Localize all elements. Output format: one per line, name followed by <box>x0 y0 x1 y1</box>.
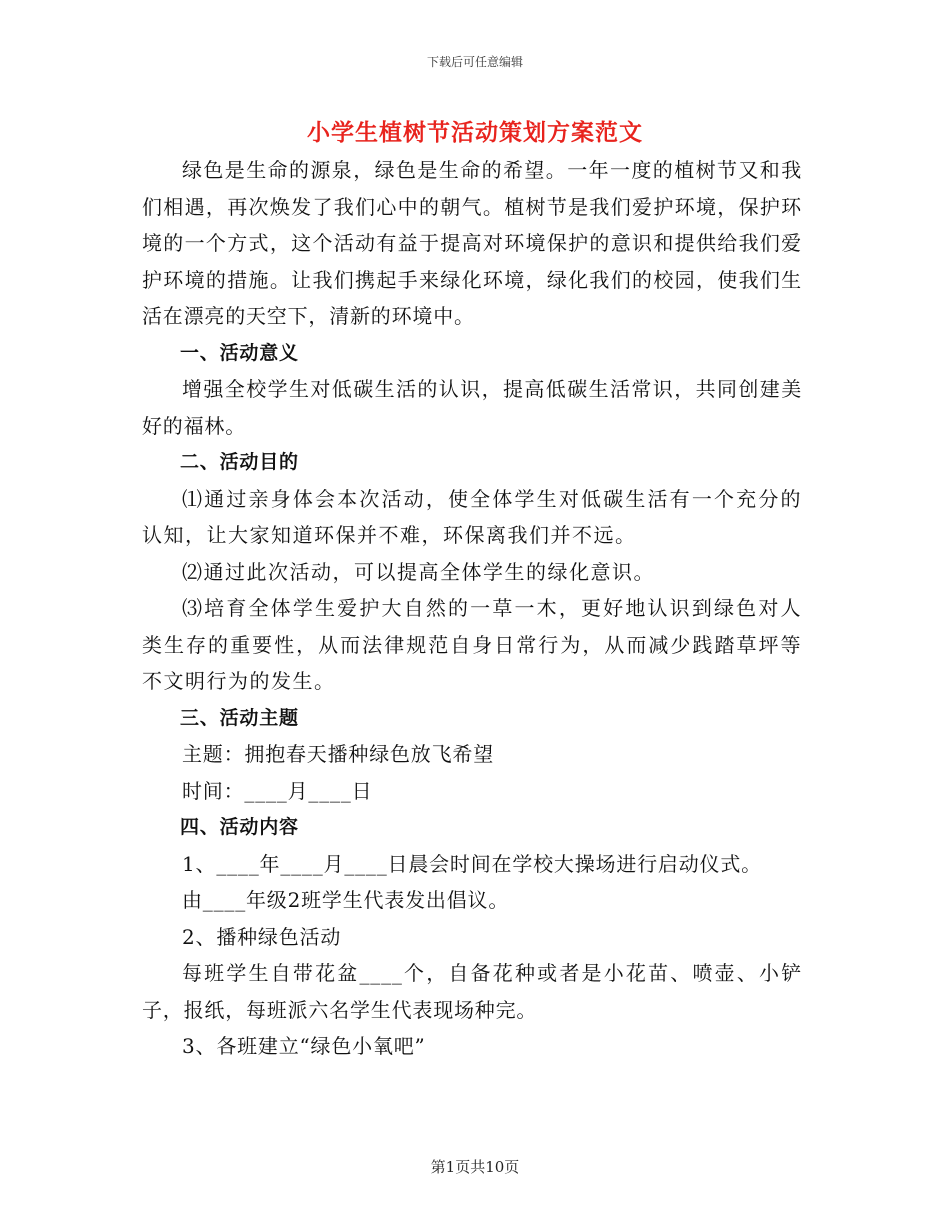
section-heading-content: 四、活动内容 <box>180 816 299 838</box>
document-body <box>142 152 802 1065</box>
content-item-2-detail: 每班学生自带花盆____个，自备花种或者是小花苗、喷壶、小铲子，报纸，每班派六名学生代表现场种完。 <box>142 961 802 1022</box>
section-heading-purpose: 二、活动目的 <box>180 451 299 473</box>
content-item-1: 1、____年____月____日晨会时间在学校大操场进行启动仪式。 <box>182 851 762 876</box>
page-footer: 第1页共10页 <box>430 1158 520 1176</box>
intro-paragraph: 绿色是生命的源泉，绿色是生命的希望。一年一度的植树节又和我们相遇，再次焕发了我们心中的朝气。植树节是我们爱护环境，保护环境的一个方式，这个活动有益于提高对环境保护的意识和提供给我们爱护环境的措施。让我们携起手来绿化环境，绿化我们的校园，使我们生活在漂亮的天空下，清新的环境中。 <box>142 158 802 328</box>
purpose-item-3: ⑶培育全体学生爱护大自然的一草一木，更好地认识到绿色对人类生存的重要性，从而法律规范自身日常行为，从而减少践踏草坪等不文明行为的发生。 <box>142 596 802 693</box>
purpose-item-1: ⑴通过亲身体会本次活动，使全体学生对低碳生活有一个充分的认知，让大家知道环保并不难，环保离我们并不远。 <box>142 486 802 547</box>
significance-paragraph: 增强全校学生对低碳生活的认识，提高低碳生活常识，共同创建美好的福林。 <box>142 377 802 438</box>
header-note: 下载后可任意编辑 <box>426 55 523 69</box>
document-title: 小学生植树节活动策划方案范文 <box>307 119 643 146</box>
content-item-2: 2、播种绿色活动 <box>182 924 342 949</box>
content-item-3: 3、各班建立“绿色小氧吧” <box>182 1034 426 1058</box>
theme-line: 主题：拥抱春天播种绿色放飞希望 <box>182 742 494 766</box>
section-heading-significance: 一、活动意义 <box>180 341 299 364</box>
content-item-1-detail: 由____年级2班学生代表发出倡议。 <box>182 888 510 912</box>
section-heading-theme: 三、活动主题 <box>180 706 299 729</box>
time-line: 时间：____月____日 <box>182 778 373 803</box>
purpose-item-2: ⑵通过此次活动，可以提高全体学生的绿化意识。 <box>182 559 655 584</box>
